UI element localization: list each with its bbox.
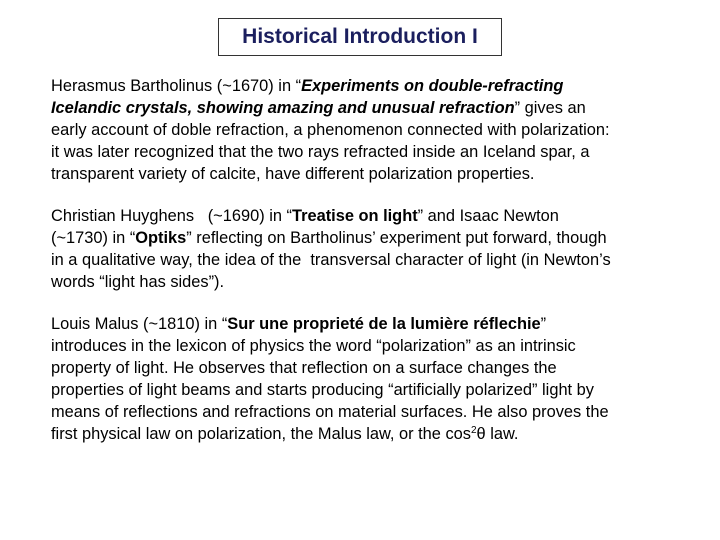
work-title-newton: Optiks (135, 229, 187, 247)
work-title-huyghens: Treatise on light (291, 207, 418, 225)
text-line: means of reflections and refractions on material surfaces. He also proves the (51, 403, 609, 421)
text-line (51, 227, 691, 249)
text-line: it was later recognized that the two rays refracted inside an Iceland spar, a (51, 143, 590, 161)
text-span: first physical law on polarization, the Malus law, or the cos (51, 425, 471, 443)
title-box (218, 18, 502, 56)
body-text (51, 75, 691, 465)
text-line (51, 313, 691, 335)
text-line: properties of light beams and starts producing “artificially polarized” light by (51, 381, 594, 399)
text-line: property of light. He observes that reflection on a surface changes the (51, 359, 557, 377)
text-span: ” (540, 315, 547, 333)
superscript-exponent: 2 (470, 425, 477, 436)
work-title-malus: Sur une proprieté de la lumière réflechie (227, 315, 541, 333)
text-span: ” gives an (514, 99, 586, 117)
paragraph-bartholinus (51, 75, 691, 185)
work-title-bartholinus: Experiments on double-refracting (301, 77, 564, 95)
work-title-bartholinus-cont: Icelandic crystals, showing amazing and unusual refraction (51, 99, 515, 117)
page-title: Historical Introduction I (242, 25, 478, 48)
text-span: ” and Isaac Newton (417, 207, 559, 225)
text-line: introduces in the lexicon of physics the word “polarization” as an intrinsic (51, 337, 576, 355)
text-span: θ law. (476, 425, 519, 443)
text-line: transparent variety of calcite, have different polarization properties. (51, 165, 535, 183)
paragraph-huyghens-newton (51, 205, 691, 293)
text-span: ” reflecting on Bartholinus’ experiment put forward, though (186, 229, 607, 247)
text-line (51, 423, 691, 445)
text-span: Christian Huyghens (~1690) in “ (51, 207, 292, 225)
text-line (51, 97, 691, 119)
text-line (51, 205, 691, 227)
text-span: (~1730) in “ (51, 229, 136, 247)
text-line: early account of doble refraction, a phenomenon connected with polarization: (51, 121, 610, 139)
text-line (51, 75, 691, 97)
paragraph-malus (51, 313, 691, 445)
text-line: in a qualitative way, the idea of the transversal character of light (in Newton’s (51, 251, 611, 269)
text-line: words “light has sides”). (51, 273, 225, 291)
text-span: Louis Malus (~1810) in “ (51, 315, 228, 333)
text-span: Herasmus Bartholinus (~1670) in “ (51, 77, 302, 95)
